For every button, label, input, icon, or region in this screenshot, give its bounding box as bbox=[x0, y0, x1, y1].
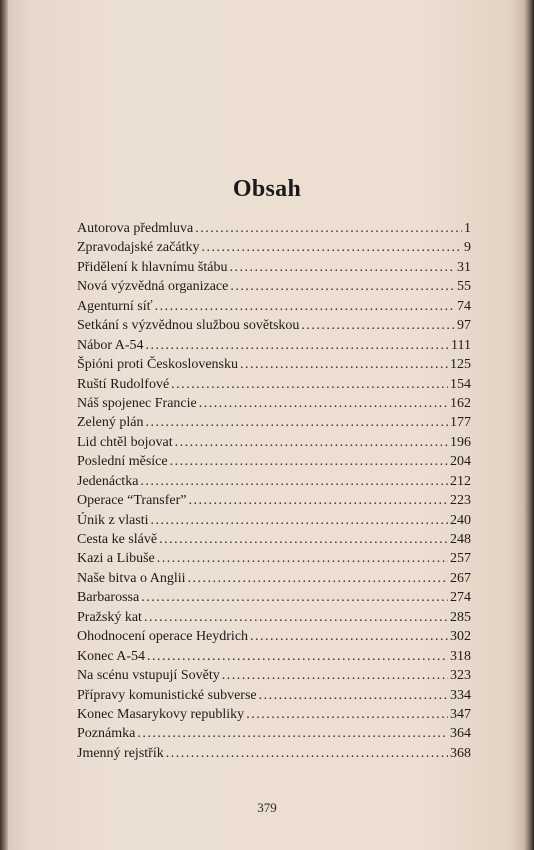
toc-entry-title: Setkání s výzvědnou službou sovětskou bbox=[77, 318, 300, 334]
toc-entry-title: Naše bitva o Anglii bbox=[77, 570, 186, 586]
toc-entry bbox=[77, 336, 471, 355]
page-gutter bbox=[0, 0, 8, 850]
toc-entry-page: 302 bbox=[450, 629, 471, 645]
toc-entry-page: 1 bbox=[464, 221, 471, 236]
toc-entry-title: Únik z vlasti bbox=[77, 512, 149, 528]
toc-entry-page: 177 bbox=[450, 415, 471, 431]
toc-entry-title: Nová výzvědná organizace bbox=[77, 279, 229, 295]
toc-entry bbox=[77, 394, 471, 413]
toc-entry bbox=[77, 549, 471, 568]
toc-entry-page: 9 bbox=[464, 240, 471, 256]
toc-entry bbox=[77, 588, 471, 607]
toc-entry bbox=[77, 705, 471, 724]
toc-entry-title: Zpravodajské začátky bbox=[77, 240, 200, 256]
toc-entry-title: Konec Masarykovy republiky bbox=[77, 706, 245, 722]
toc-entry bbox=[77, 433, 471, 452]
toc-entry-title: Kazi a Libuše bbox=[77, 551, 155, 567]
toc-entry-title: Cesta ke slávě bbox=[77, 532, 158, 547]
toc-leader-dots bbox=[188, 491, 448, 510]
toc-entry bbox=[77, 511, 471, 530]
page-number: 379 bbox=[257, 800, 277, 815]
toc-leader-dots bbox=[140, 472, 448, 491]
toc-leader-dots bbox=[240, 355, 448, 374]
toc-entry-title: Zelený plán bbox=[77, 415, 144, 431]
toc-leader-dots bbox=[230, 277, 455, 296]
toc-entry bbox=[77, 258, 471, 277]
toc-leader-dots bbox=[141, 588, 448, 607]
toc-entry bbox=[77, 744, 471, 763]
toc-entry-title: Náš spojenec Francie bbox=[77, 395, 197, 411]
toc-entry-title: Přípravy komunistické subverse bbox=[77, 687, 257, 703]
toc-entry-page: 364 bbox=[450, 726, 471, 742]
toc-entry-title: Jmenný rejstřík bbox=[77, 745, 164, 761]
toc-leader-dots bbox=[137, 724, 448, 743]
toc-entry-title: Ruští Rudolfové bbox=[77, 376, 170, 392]
toc-entry-page: 97 bbox=[457, 318, 471, 334]
toc-entry-title: Lid chtěl bojovat bbox=[77, 434, 173, 450]
toc-entry-page: 257 bbox=[450, 551, 471, 567]
toc-entry-title: Na scénu vstupují Sověty bbox=[77, 668, 220, 684]
toc-entry-title: Barbarossa bbox=[77, 590, 140, 606]
toc-entry-page: 154 bbox=[450, 376, 471, 392]
toc-entry bbox=[77, 238, 471, 257]
toc-entry bbox=[77, 627, 471, 646]
toc-entry bbox=[77, 277, 471, 296]
toc-entry-title: Nábor A-54 bbox=[77, 337, 144, 353]
toc-entry-title: Agenturní síť bbox=[77, 298, 153, 314]
toc-entry bbox=[77, 452, 471, 471]
toc-entry-title: Poznámka bbox=[77, 726, 136, 742]
toc-leader-dots bbox=[147, 647, 448, 666]
toc-leader-dots bbox=[259, 686, 448, 705]
toc-entry bbox=[77, 491, 471, 510]
toc-leader-dots bbox=[229, 258, 455, 277]
toc-leader-dots bbox=[195, 219, 462, 238]
table-of-contents bbox=[77, 219, 471, 763]
toc-entry bbox=[77, 530, 471, 549]
toc-entry-page: 267 bbox=[450, 570, 471, 586]
toc-entry bbox=[77, 375, 471, 394]
toc-entry-page: 285 bbox=[450, 609, 471, 625]
toc-leader-dots bbox=[170, 452, 448, 471]
toc-entry bbox=[77, 219, 471, 238]
toc-leader-dots bbox=[246, 705, 448, 724]
toc-entry-page: 31 bbox=[457, 259, 471, 275]
toc-entry-page: 274 bbox=[450, 590, 471, 606]
toc-entry-title: Ohodnocení operace Heydrich bbox=[77, 629, 249, 645]
toc-entry-page: 74 bbox=[457, 298, 471, 314]
toc-entry-title: Autorova předmluva bbox=[77, 221, 194, 236]
toc-entry-page: 55 bbox=[457, 279, 471, 295]
toc-leader-dots bbox=[157, 549, 448, 568]
toc-entry bbox=[77, 666, 471, 685]
toc-entry-page: 368 bbox=[450, 745, 471, 761]
toc-leader-dots bbox=[151, 511, 448, 530]
toc-entry bbox=[77, 472, 471, 491]
toc-entry-title: Poslední měsíce bbox=[77, 454, 168, 470]
toc-entry-title: Jedenáctka bbox=[77, 473, 139, 489]
toc-leader-dots bbox=[188, 569, 449, 588]
toc-entry bbox=[77, 413, 471, 432]
toc-entry bbox=[77, 569, 471, 588]
toc-entry-page: 240 bbox=[450, 512, 471, 528]
toc-leader-dots bbox=[146, 336, 450, 355]
toc-entry bbox=[77, 608, 471, 627]
toc-leader-dots bbox=[144, 608, 448, 627]
toc-entry-page: 347 bbox=[450, 706, 471, 722]
toc-leader-dots bbox=[175, 433, 448, 452]
toc-entry-page: 334 bbox=[450, 687, 471, 703]
page-title: Obsah bbox=[232, 176, 302, 202]
toc-entry-page: 111 bbox=[451, 337, 471, 353]
toc-entry-page: 248 bbox=[450, 532, 471, 547]
toc-leader-dots bbox=[201, 238, 462, 257]
toc-leader-dots bbox=[199, 394, 448, 413]
toc-entry bbox=[77, 297, 471, 316]
toc-entry-page: 125 bbox=[450, 357, 471, 373]
toc-entry-page: 196 bbox=[450, 434, 471, 450]
toc-leader-dots bbox=[145, 413, 448, 432]
toc-entry-title: Přidělení k hlavnímu štábu bbox=[77, 259, 228, 275]
toc-leader-dots bbox=[171, 375, 448, 394]
toc-leader-dots bbox=[301, 316, 455, 335]
toc-entry bbox=[77, 355, 471, 374]
toc-leader-dots bbox=[159, 530, 448, 549]
toc-leader-dots bbox=[250, 627, 448, 646]
toc-leader-dots bbox=[166, 744, 448, 763]
toc-entry-page: 212 bbox=[450, 473, 471, 489]
toc-leader-dots bbox=[222, 666, 448, 685]
toc-entry-title: Pražský kat bbox=[77, 609, 142, 625]
toc-entry-page: 318 bbox=[450, 648, 471, 664]
toc-entry-title: Konec A-54 bbox=[77, 648, 146, 664]
toc-leader-dots bbox=[155, 297, 455, 316]
toc-entry-page: 223 bbox=[450, 493, 471, 509]
toc-entry-title: Operace “Transfer” bbox=[77, 493, 187, 509]
toc-entry bbox=[77, 316, 471, 335]
toc-entry bbox=[77, 647, 471, 666]
toc-entry-page: 323 bbox=[450, 668, 471, 684]
toc-entry-page: 162 bbox=[450, 395, 471, 411]
toc-entry-title: Špióni proti Československu bbox=[77, 357, 239, 373]
toc-entry bbox=[77, 686, 471, 705]
toc-entry-page: 204 bbox=[450, 454, 471, 470]
toc-entry bbox=[77, 724, 471, 743]
